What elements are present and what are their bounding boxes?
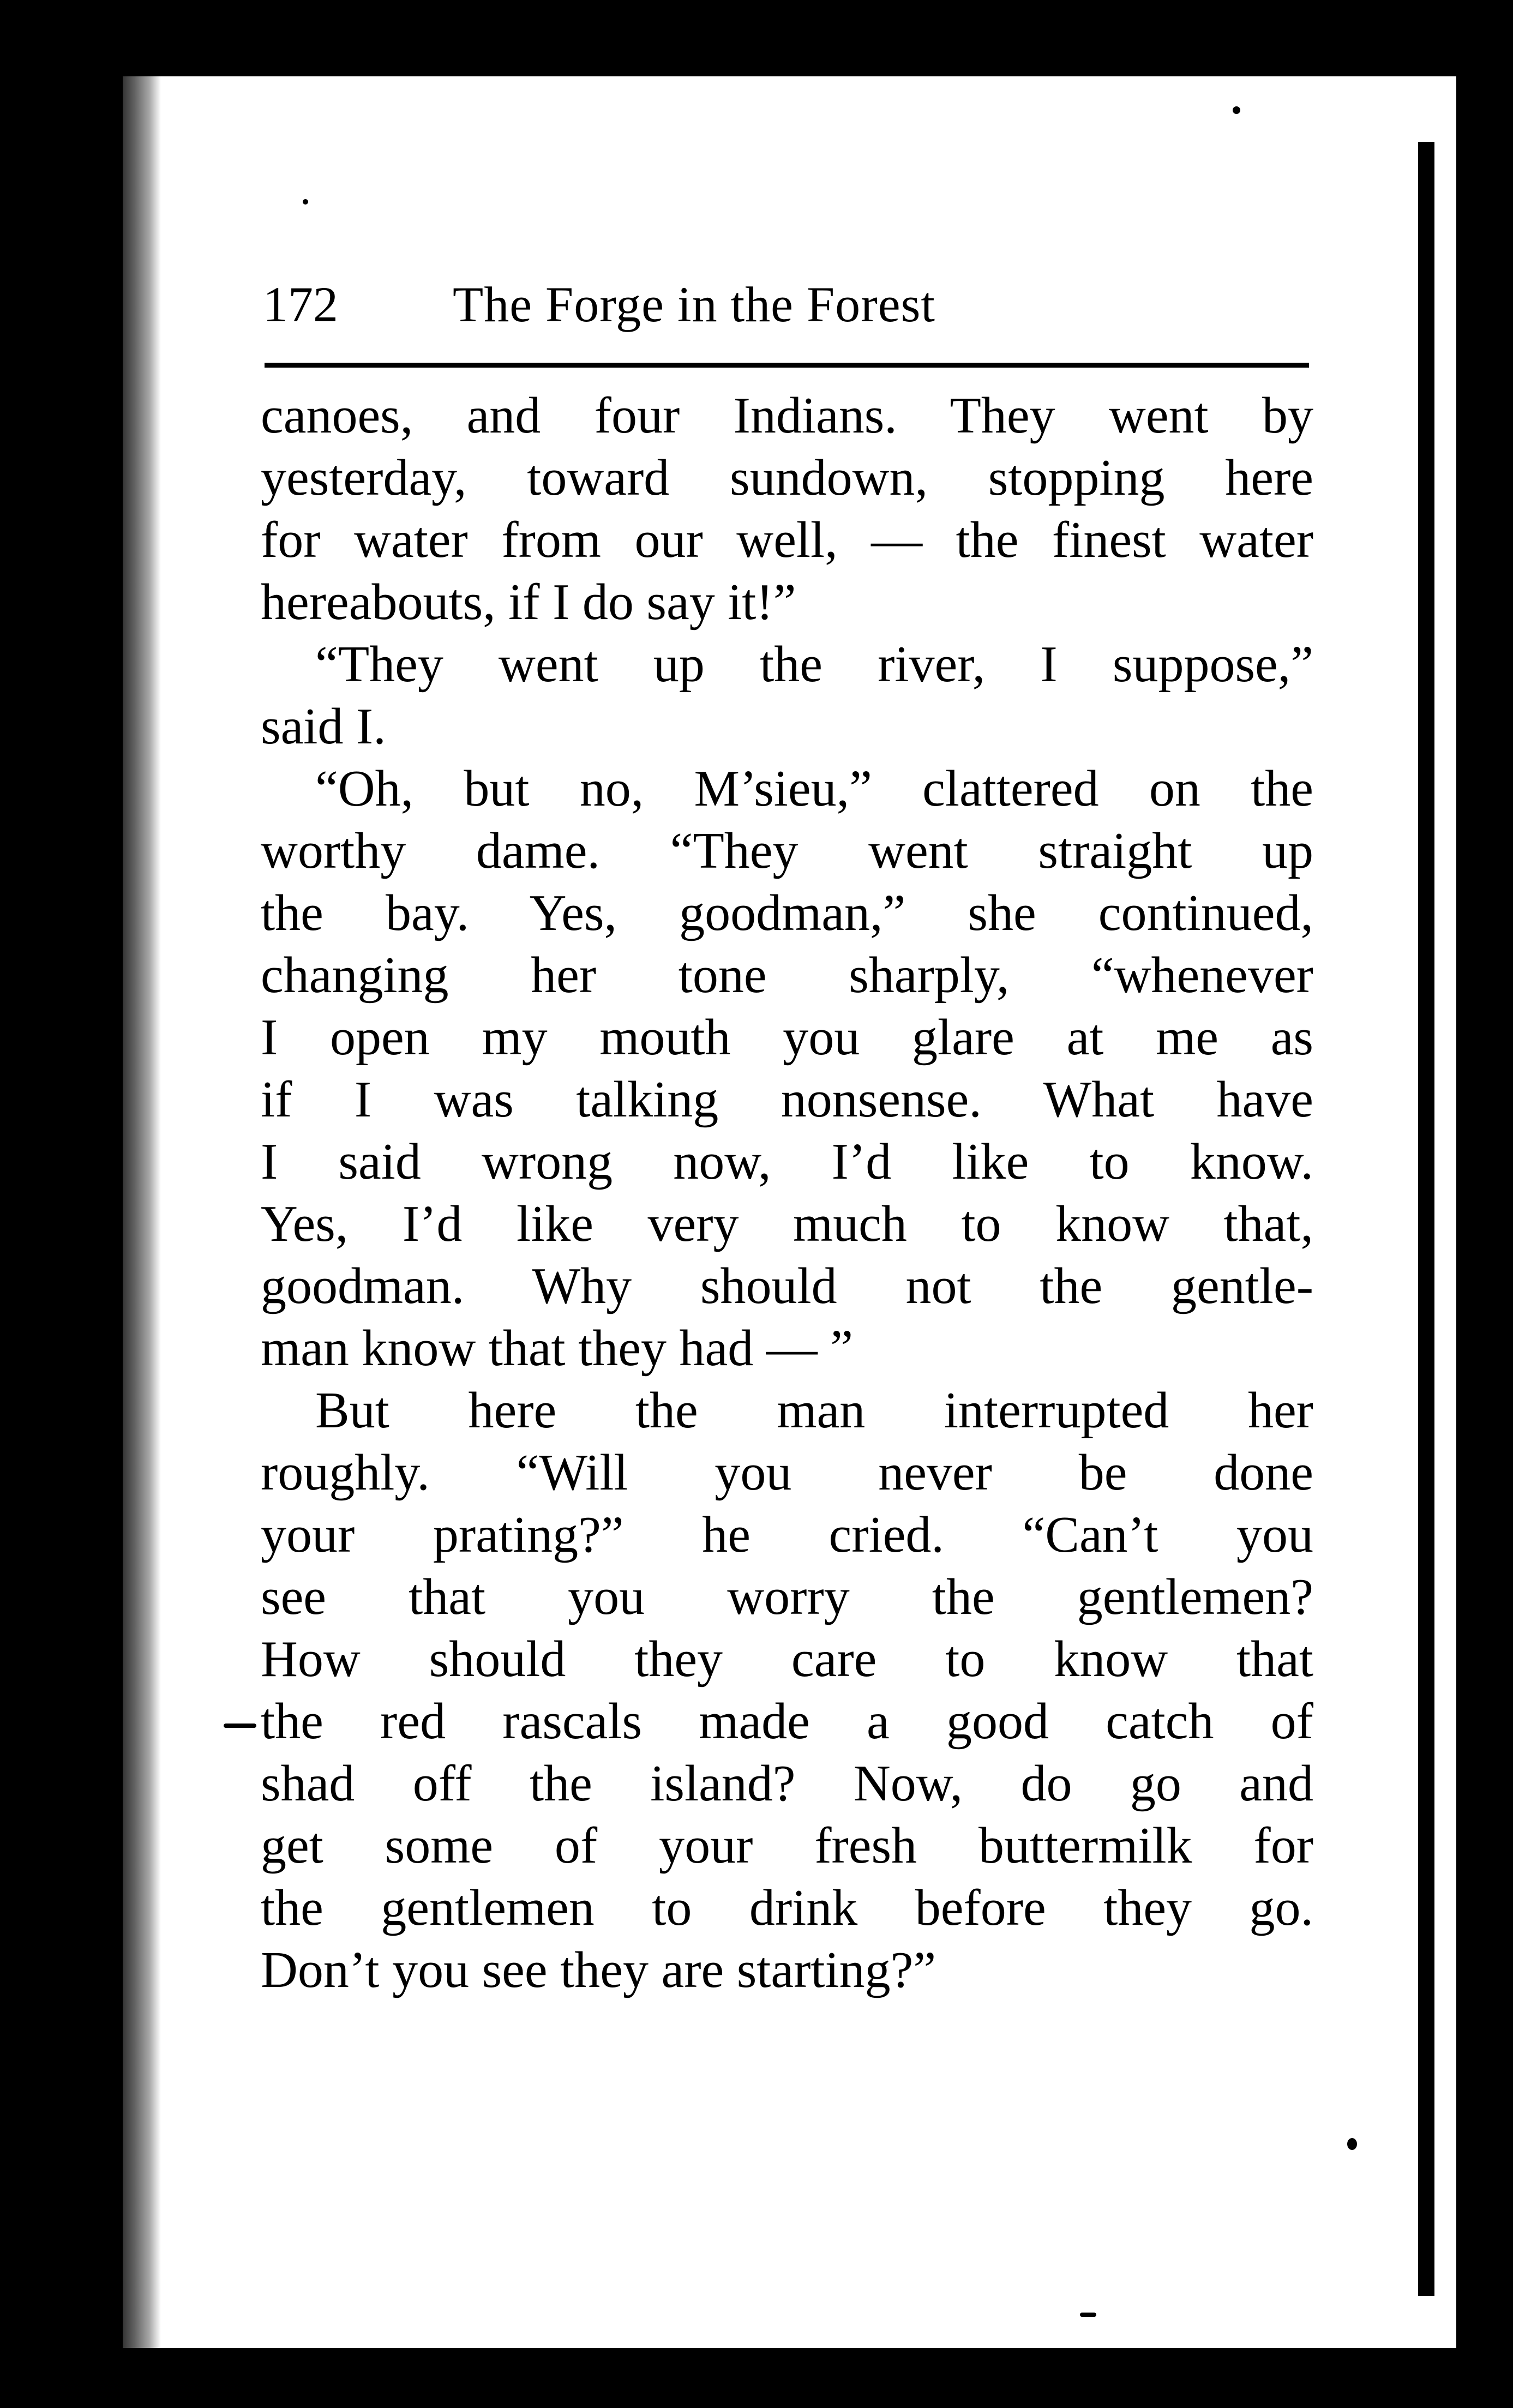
- header-rule: [265, 363, 1309, 368]
- text-line: How should they care to know that: [261, 1631, 1313, 1688]
- body-text: [261, 385, 1313, 2001]
- text-line: said I.: [261, 698, 386, 755]
- text-line: yesterday, toward sundown, stopping here: [261, 449, 1313, 506]
- text-line: hereabouts, if I do say it!”: [261, 574, 796, 630]
- text-line: Yes, I’d like very much to know that,: [261, 1196, 1313, 1252]
- text-line: your prating?” he cried. “Can’t you: [261, 1506, 1313, 1563]
- text-line: canoes, and four Indians. They went by: [261, 387, 1313, 444]
- text-line: shad off the island? Now, do go and: [261, 1755, 1313, 1812]
- text-line: worthy dame. “They went straight up: [261, 822, 1313, 879]
- text-line: “They went up the river, I suppose,”: [315, 636, 1313, 693]
- text-line: for water from our well, — the finest water: [261, 512, 1313, 568]
- page-number: 172: [263, 277, 338, 332]
- running-title: The Forge in the Forest: [453, 277, 935, 332]
- scan-speck: [1080, 2313, 1096, 2317]
- text-line: roughly. “Will you never be done: [261, 1444, 1313, 1501]
- text-line: Don’t you see they are starting?”: [261, 1942, 936, 1998]
- text-line: the red rascals made a good catch of: [261, 1693, 1313, 1750]
- running-head: [263, 275, 1310, 341]
- text-line: changing her tone sharply, “whenever: [261, 947, 1313, 1004]
- text-line: get some of your fresh buttermilk for: [261, 1817, 1313, 1874]
- text-line: But here the man interrupted her: [315, 1382, 1313, 1439]
- text-line: if I was talking nonsense. What have: [261, 1071, 1313, 1128]
- text-line: man know that they had — ”: [261, 1320, 853, 1377]
- page-edge: [1418, 142, 1456, 2296]
- scan-speck: [224, 1724, 256, 1728]
- scan-speck: [1347, 2138, 1357, 2150]
- scan-speck: [303, 199, 308, 205]
- scan-speck: [1486, 196, 1493, 203]
- text-line: I said wrong now, I’d like to know.: [261, 1133, 1313, 1190]
- text-line: the gentlemen to drink before they go.: [261, 1879, 1313, 1936]
- text-line: I open my mouth you glare at me as: [261, 1009, 1313, 1066]
- text-line: see that you worry the gentlemen?: [261, 1569, 1313, 1625]
- text-line: “Oh, but no, M’sieu,” clattered on the: [315, 760, 1313, 817]
- gutter-shadow: [123, 76, 161, 2348]
- scan-speck: [1233, 106, 1240, 114]
- text-line: goodman. Why should not the gentle-: [261, 1258, 1313, 1314]
- text-line: the bay. Yes, goodman,” she continued,: [261, 885, 1313, 941]
